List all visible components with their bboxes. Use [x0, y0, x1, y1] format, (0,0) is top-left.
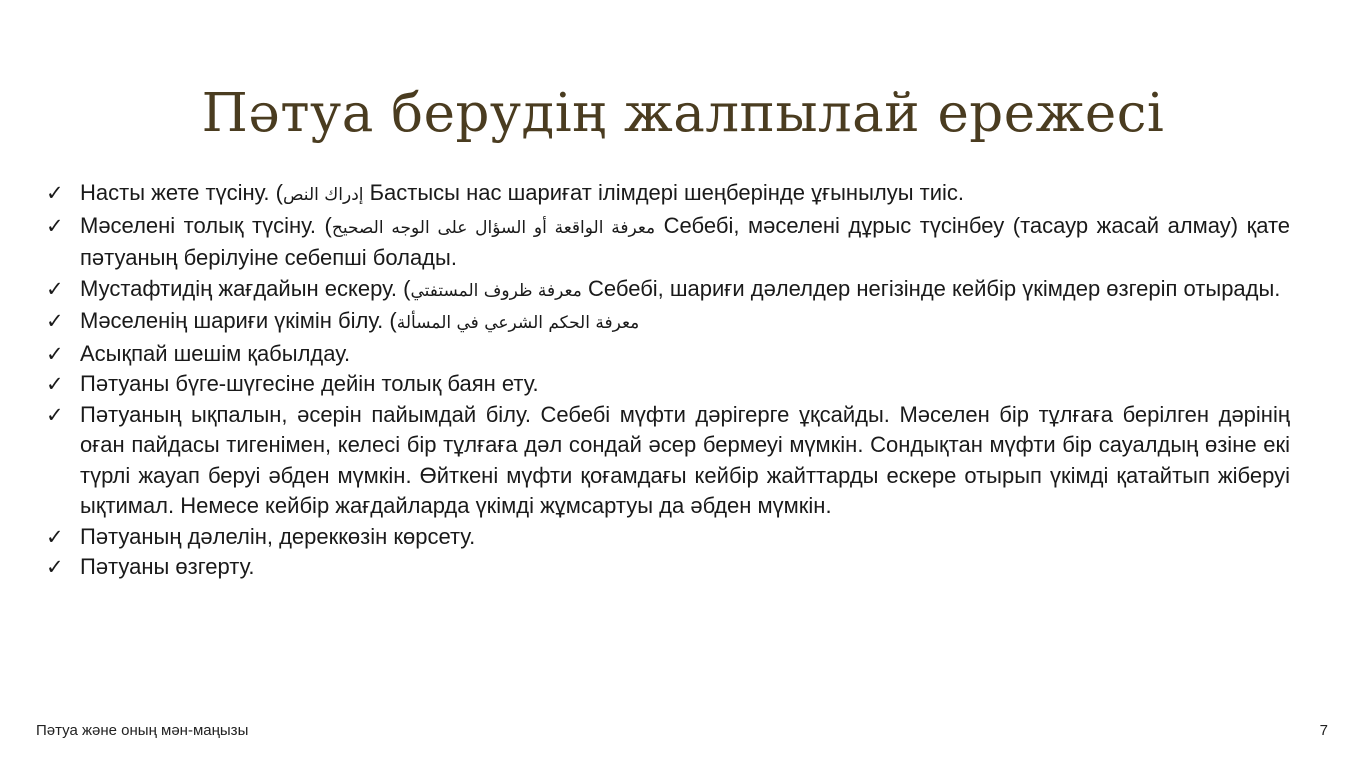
item-text: Мәселені толық түсіну. (	[80, 212, 332, 238]
arabic-term: معرفة الواقعة أو السؤال على الوجه الصحيح	[331, 217, 656, 238]
list-item	[46, 306, 1290, 339]
list-item	[46, 400, 1290, 522]
list-item	[46, 178, 1290, 211]
list-item	[46, 369, 1290, 400]
item-explanation: Себебі, шариғи дәлелдер негізінде кейбір үкімдер өзгеріп отырады.	[581, 275, 1281, 301]
bullet-list	[46, 178, 1290, 583]
item-explanation: Себебі, мәселені дұрыс түсінбеу (тасаур жасай алмау) қате пәтуаның берілуіне себепші болады.	[80, 212, 1291, 270]
item-text: Асықпай шешім қабылдау.	[80, 340, 351, 366]
page-number: 7	[1319, 722, 1328, 739]
item-text: Пәтуаны бүге-шүгесіне дейін толық баян ету.	[80, 371, 539, 396]
checkmark-icon: ✓	[46, 181, 64, 205]
list-item	[46, 522, 1290, 553]
list-item	[46, 552, 1290, 583]
checkmark-icon: ✓	[46, 276, 64, 301]
checkmark-icon: ✓	[46, 524, 64, 549]
arabic-term: معرفة ظروف المستفتي	[410, 280, 582, 301]
arabic-term: معرفة الحكم الشرعي في المسألة	[396, 313, 640, 333]
item-text: Насты жете түсіну. (	[80, 180, 283, 205]
slide-title: Пәтуа берудің жалпылай ережесі	[201, 83, 1165, 144]
list-item	[46, 274, 1290, 307]
checkmark-icon: ✓	[46, 341, 64, 366]
list-item	[46, 339, 1290, 370]
item-text: Мәселенің шариғи үкімін білу. (	[80, 308, 397, 333]
arabic-term: إدراك النص	[282, 185, 364, 205]
item-text: Мустафтидің жағдайын ескеру. (	[80, 275, 411, 301]
item-text: Пәтуаның дәлелін, дереккөзін көрсету.	[80, 523, 476, 549]
footer-title: Пәтуа және оның мән-маңызы	[36, 722, 249, 739]
checkmark-icon: ✓	[46, 309, 64, 333]
item-text: Пәтуаның ықпалын, әсерін пайымдай білу. Себебі мүфти дәрігерге ұқсайды. Мәселен бір тұлғаға берілген дәрінің оған пайдасы тигенімен, келесі бір тұлғаға дәл сондай әсер бермеуі мүмкін. Сондықтан мүфти бір сауалдың өзіне екі түрлі жауап беруі әбден мүмкін. Өйткені мүфти қоғамдағы кейбір жайттарды ескере отырып үкімді қатайтып жіберуі ықтимал. Немесе кейбір жағдайларда үкімді жұмсартуы да әбден мүмкін.	[80, 401, 1290, 518]
item-text: Пәтуаны өзгерту.	[80, 554, 255, 579]
checkmark-icon: ✓	[46, 372, 64, 396]
checkmark-icon: ✓	[46, 213, 64, 238]
checkmark-icon: ✓	[46, 555, 64, 579]
list-item	[46, 211, 1290, 274]
item-explanation: Бастысы нас шариғат ілімдері шеңберінде ұғынылуы тиіс.	[363, 180, 965, 205]
checkmark-icon: ✓	[46, 402, 64, 427]
